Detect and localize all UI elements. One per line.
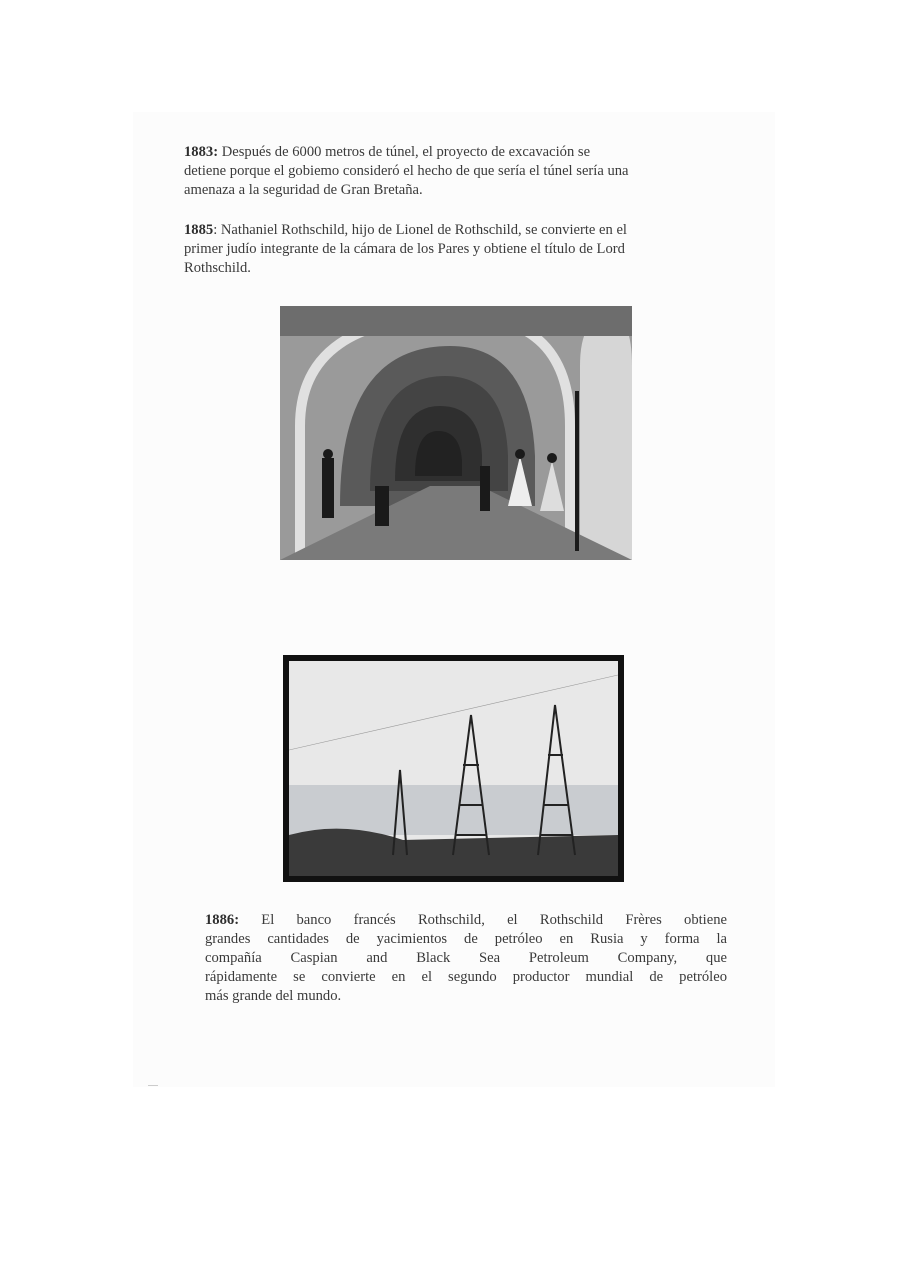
page-mark xyxy=(148,1085,158,1086)
entry-1883 xyxy=(184,143,629,200)
oil-derricks-photo xyxy=(283,655,624,882)
entry-text: más grande del mundo. xyxy=(205,988,342,1004)
entry-text: grandes cantidades de yacimientos de petróleo en Rusia y forma la xyxy=(205,931,727,947)
thames-tunnel-engraving xyxy=(280,306,632,560)
entry-text: : Nathaniel Rothschild, hijo de Lionel de Rothschild, se convierte en el xyxy=(213,222,627,238)
entry-text: detiene porque el gobiemo consideró el hecho de que sería el túnel sería una xyxy=(184,163,629,179)
entry-text: rápidamente se convierte en el segundo productor mundial de petróleo xyxy=(205,969,727,985)
entry-text: Después de 6000 metros de túnel, el proyecto de excavación se xyxy=(218,144,591,160)
entry-text: Rothschild. xyxy=(184,260,251,276)
entry-year: 1883: xyxy=(184,144,219,160)
entry-text: compañía Caspian and Black Sea Petroleum Company, que xyxy=(205,950,727,966)
entry-year: 1886: xyxy=(205,912,240,928)
entry-1885 xyxy=(184,221,627,278)
entry-text: primer judío integrante de la cámara de los Pares y obtiene el título de Lord xyxy=(184,241,625,257)
entry-1886 xyxy=(205,911,727,1006)
entry-text: El banco francés Rothschild, el Rothschild Frères obtiene xyxy=(239,912,727,928)
entry-text: amenaza a la seguridad de Gran Bretaña. xyxy=(184,182,423,198)
entry-year: 1885 xyxy=(184,222,214,238)
